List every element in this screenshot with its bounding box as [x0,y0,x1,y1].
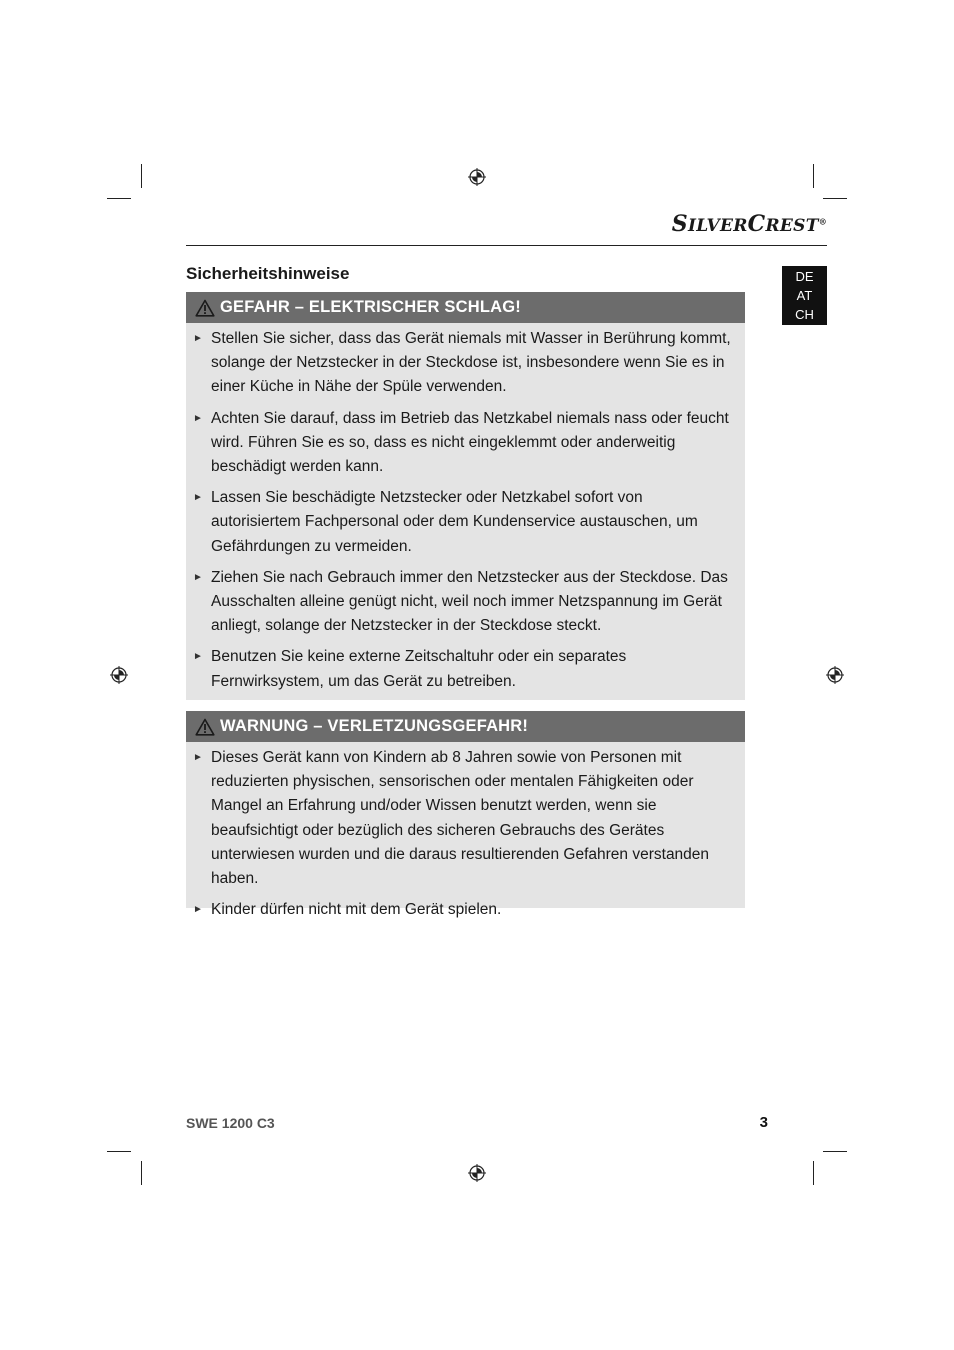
danger-list [186,323,745,703]
language-code: AT [796,288,813,303]
crop-mark [823,1151,847,1152]
list-item: ► Dieses Gerät kann von Kindern ab 8 Jahren sowie von Personen mit reduzierten physischen, sensorischen oder mentalen Fähigkeiten oder Mangel an Erfahrung und/oder Wissen benutzt werden, wenn sie beaufsichtigt oder bezüglich des sicheren Gebrauchs des Gerätes unterwiesen wurden und die daraus resultierenden Gefahren verstanden haben. [186,746,735,891]
registration-mark-icon [468,168,486,186]
warning-triangle-icon [195,718,215,736]
registration-mark-icon [826,666,844,684]
registration-mark-icon [468,1164,486,1182]
list-item: ► Stellen Sie sicher, dass das Gerät niemals mit Wasser in Berührung kommt, solange der Netzstecker in der Steckdose ist, insbesondere wenn Sie es in einer Küche in Nähe der Spüle verwenden. [186,327,735,400]
crop-mark [107,1151,131,1152]
bullet-arrow-icon: ► [193,333,203,344]
list-item: ► Ziehen Sie nach Gebrauch immer den Netzstecker aus der Steckdose. Das Ausschalten alleine genügt nicht, weil noch immer Netzspannung im Gerät anliegt, solange der Netzstecker in der Steckdose steckt. [186,566,735,639]
footer-page-number: 3 [759,1114,768,1131]
registration-mark-icon [110,666,128,684]
list-item: ► Achten Sie darauf, dass im Betrieb das Netzkabel niemals nass oder feucht wird. Führen Sie es so, dass es nicht eingeklemmt oder anderweitig beschädigt werden kann. [186,407,735,480]
warning-list [186,742,745,931]
crop-mark [141,1161,142,1185]
section-title: Sicherheitshinweise [186,264,350,283]
warning-triangle-icon [195,299,215,317]
bullet-arrow-icon: ► [193,651,203,663]
list-item: ► Lassen Sie beschädigte Netzstecker oder Netzkabel sofort von autorisiertem Fachpersonal oder dem Kundenservice austauschen, um Gefährdungen zu vermeiden. [186,486,735,559]
warning-box-header [186,711,745,742]
danger-box-header [186,292,745,323]
language-code: DE [795,269,814,284]
crop-mark [813,164,814,188]
bullet-arrow-icon: ► [193,412,203,424]
danger-box [186,292,745,700]
bullet-arrow-icon: ► [193,752,203,763]
crop-mark [813,1161,814,1185]
language-code: CH [795,307,814,322]
list-item: ► Kinder dürfen nicht mit dem Gerät spielen. [186,898,735,922]
language-tab [782,266,827,325]
footer-model-number: SWE 1200 C3 [186,1115,275,1131]
warning-box [186,711,745,919]
header-rule [186,245,827,246]
danger-box-title: GEFAHR – ELEKTRISCHER SCHLAG! [220,298,521,316]
crop-mark [107,198,131,199]
bullet-arrow-icon: ► [193,571,203,583]
bullet-arrow-icon: ► [193,492,203,504]
warning-box-title: WARNUNG – VERLETZUNGSGEFAHR! [220,717,529,735]
crop-mark [823,198,847,199]
brand-logo: SILVERCREST® [671,211,827,237]
crop-mark [141,164,142,188]
list-item: ► Benutzen Sie keine externe Zeitschaltuhr oder ein separates Fernwirksystem, um das Gerät zu betreiben. [186,645,735,693]
bullet-arrow-icon: ► [193,904,203,916]
